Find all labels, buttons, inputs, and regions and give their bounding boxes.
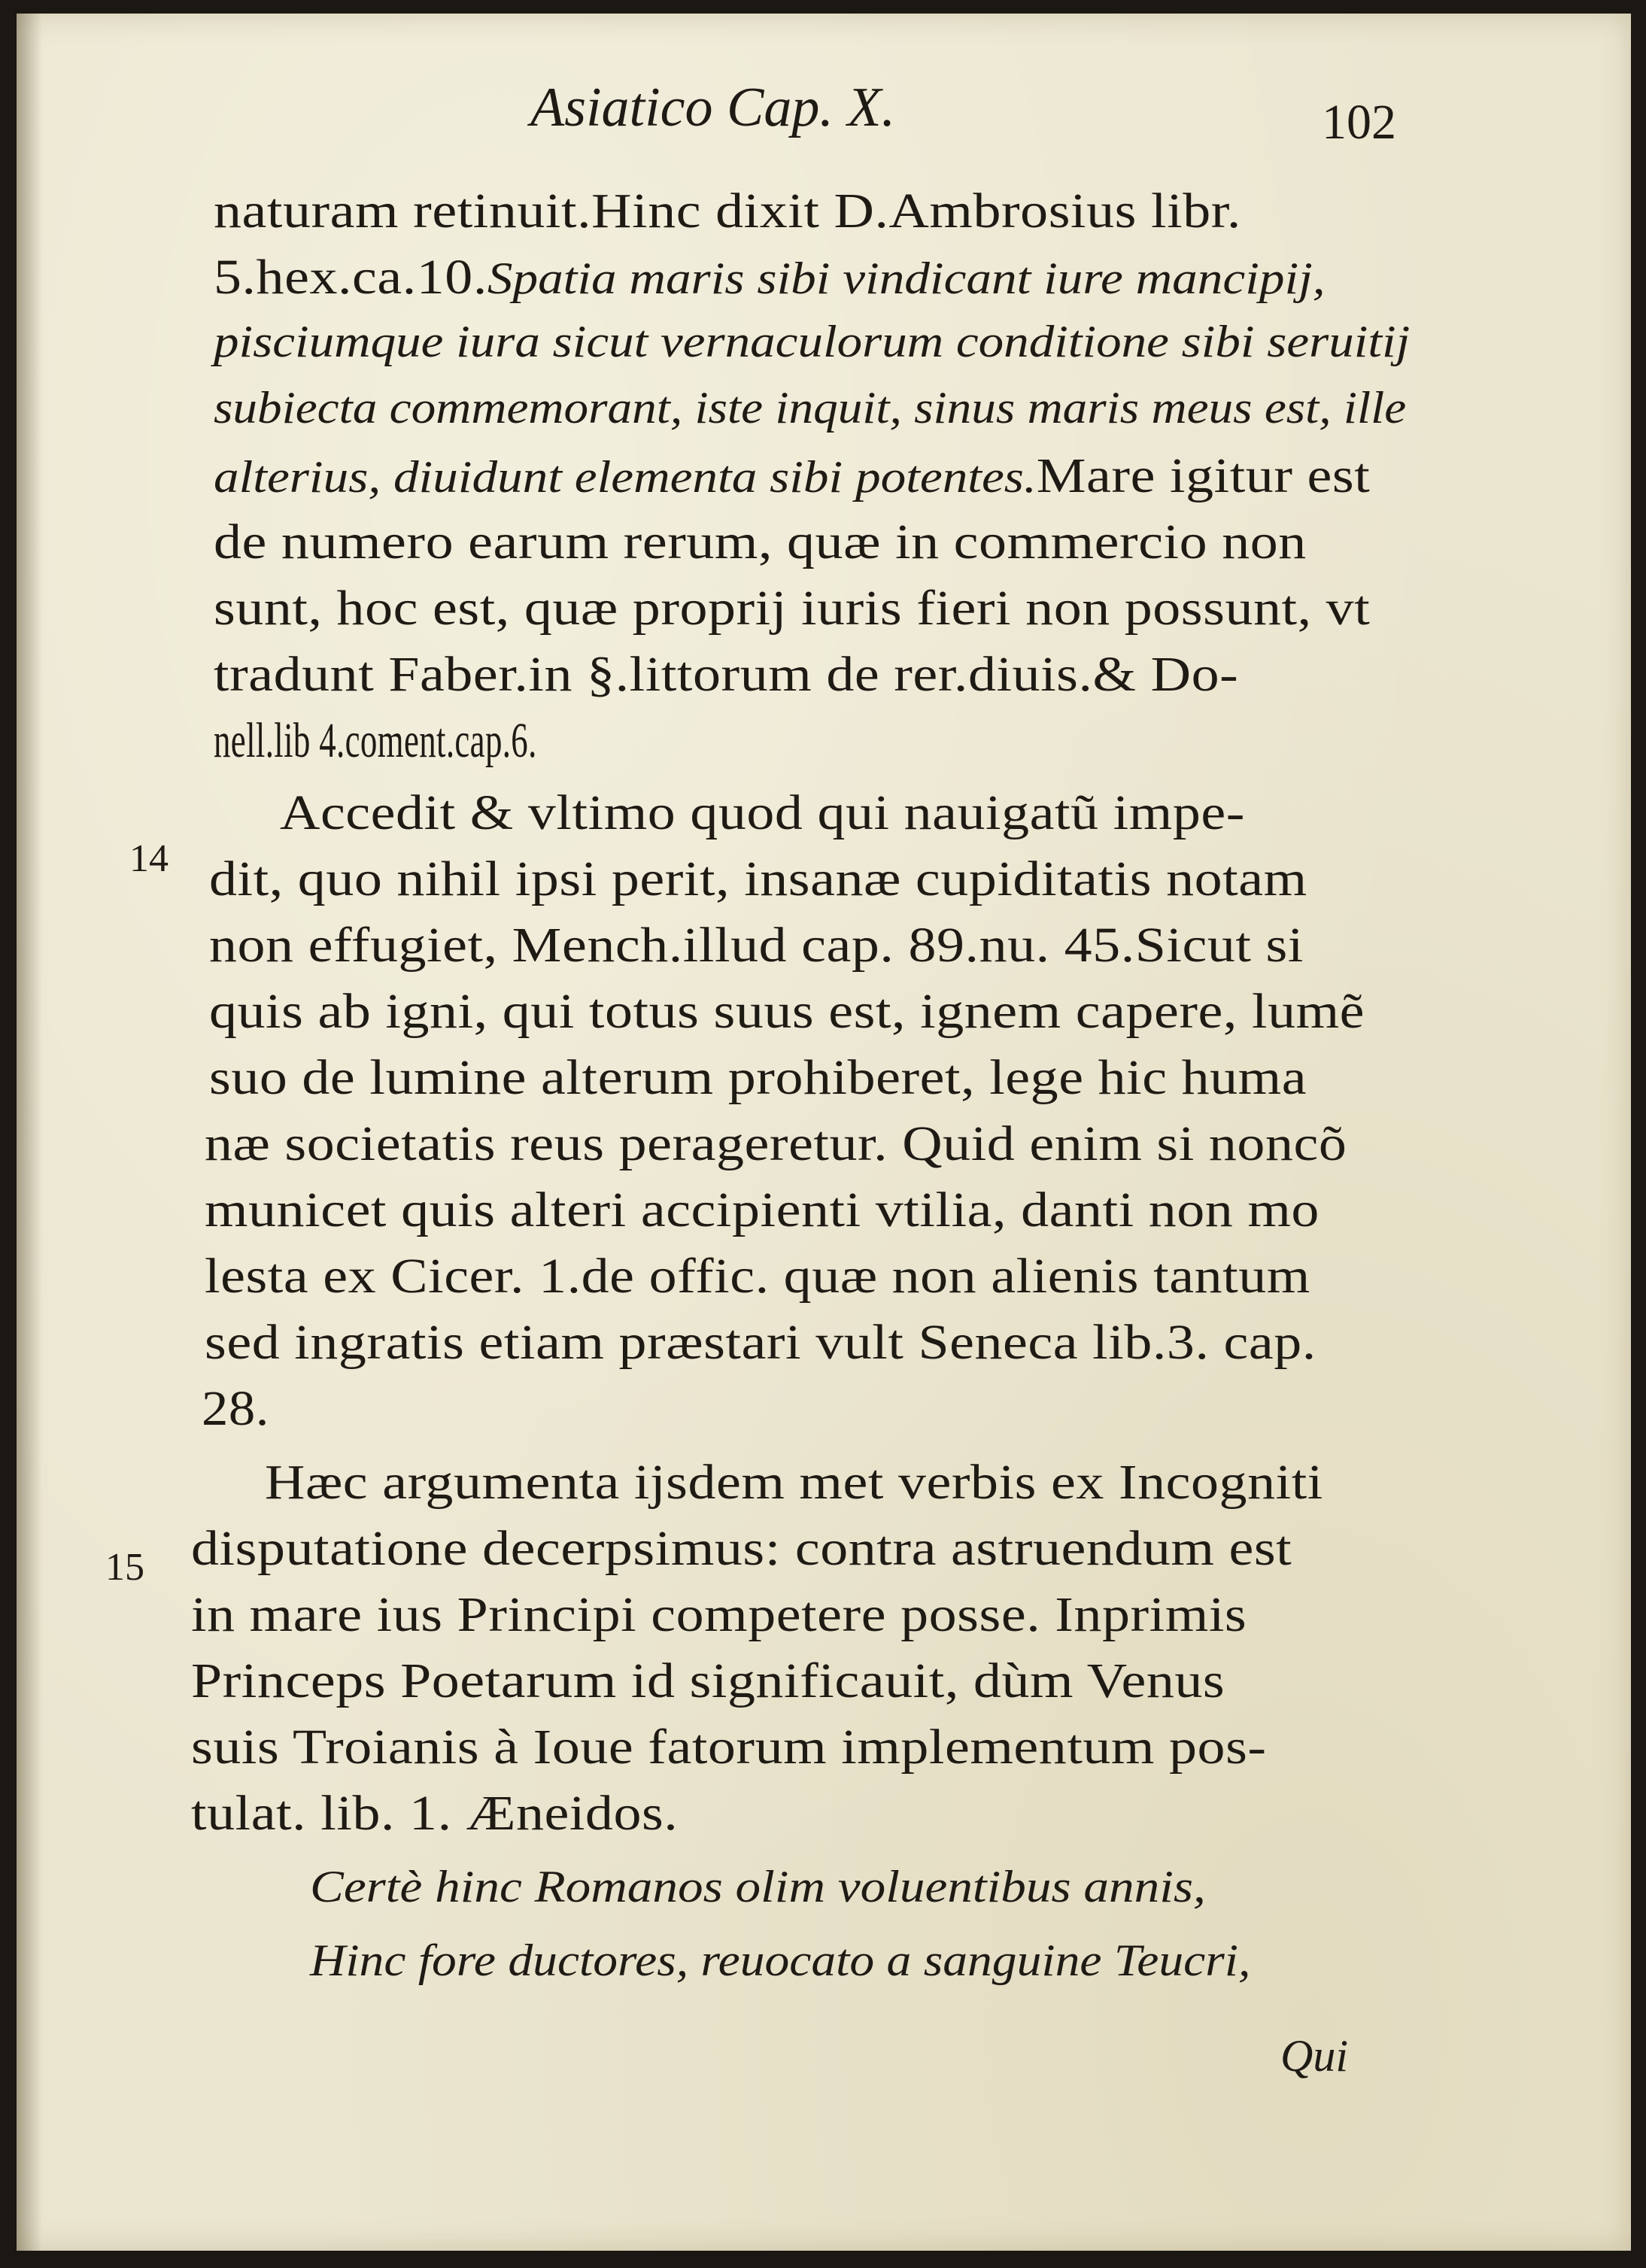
roman-text: Accedit & vltimo quod qui nauigatũ impe- (280, 785, 1245, 840)
margin-number-15: 15 (105, 1546, 144, 1589)
roman-text: naturam retinuit.Hinc dixit D.Ambrosius libr. (214, 184, 1241, 238)
text-line (209, 852, 1307, 906)
italic-text: Spatia maris sibi vindicant iure mancipij, (487, 254, 1326, 303)
text-line (209, 984, 1365, 1039)
roman-text: suis Troianis à Ioue fatorum implementum pos- (191, 1720, 1267, 1775)
text-line (191, 1587, 1247, 1642)
text-line (214, 319, 1410, 364)
text-line (214, 383, 1407, 433)
text-line (191, 1720, 1267, 1775)
roman-text: quis ab igni, qui totus suus est, ignem capere, lumẽ (209, 984, 1365, 1039)
italic-text: Certè hinc Romanos olim voluentibus annis, (310, 1862, 1206, 1911)
italic-text: alterius, diuidunt elementa sibi potentes. (214, 452, 1037, 502)
running-head: Asiatico Cap. X. (530, 77, 896, 138)
text-line (214, 250, 1326, 305)
roman-text: sed ingratis etiam præstari vult Seneca lib.3. cap. (205, 1315, 1316, 1370)
roman-text: 28. (202, 1381, 269, 1436)
text-line (214, 515, 1307, 569)
italic-text: subiecta commemorant, iste inquit, sinus maris meus est, ille (214, 383, 1407, 433)
roman-text: dit, quo nihil ipsi perit, insanæ cupiditatis notam (209, 852, 1307, 906)
italic-text: Hinc fore ductores, reuocato a sanguine Teucri, (310, 1936, 1251, 1985)
roman-text: nell.lib 4.coment.cap.6. (214, 713, 537, 768)
roman-text: Mare igitur est (1036, 448, 1371, 503)
roman-text: næ societatis reus perageretur. Quid enim si noncõ (205, 1116, 1347, 1171)
text-line (214, 647, 1239, 702)
roman-text: de numero earum rerum, quæ in commercio non (214, 515, 1307, 569)
text-line (205, 1183, 1320, 1237)
roman-text: lesta ex Cicer. 1.de offic. quæ non alienis tantum (205, 1249, 1310, 1304)
text-line (209, 918, 1304, 973)
italic-text: pisciumque iura sicut vernaculorum conditione sibi seruitij (214, 317, 1411, 366)
text-line (202, 1381, 269, 1436)
margin-number-14: 14 (129, 837, 169, 880)
roman-text: tulat. lib. 1. Æneidos. (191, 1786, 679, 1841)
roman-text: 5.hex.ca.10. (214, 250, 487, 305)
text-line (214, 448, 1371, 503)
text-line (280, 785, 1245, 840)
roman-text: tradunt Faber.in §.littorum de rer.diuis.& Do- (214, 647, 1239, 702)
text-line (191, 1653, 1225, 1708)
text-line (191, 1521, 1292, 1576)
page-number: 102 (1322, 95, 1396, 150)
text-line (265, 1455, 1323, 1510)
roman-text: non effugiet, Mench.illud cap. 89.nu. 45.Sicut si (209, 918, 1304, 973)
text-line (205, 1315, 1316, 1370)
roman-text: Princeps Poetarum id significauit, dùm Venus (191, 1653, 1225, 1708)
text-line (214, 581, 1371, 636)
roman-text: suo de lumine alterum prohiberet, lege hic huma (209, 1050, 1307, 1105)
text-line (209, 1050, 1307, 1105)
roman-text: Hæc argumenta ijsdem met verbis ex Incogniti (265, 1455, 1323, 1510)
text-line (205, 1249, 1310, 1304)
book-page (17, 14, 1631, 2251)
roman-text: municet quis alteri accipienti vtilia, danti non mo (205, 1183, 1320, 1237)
text-line (310, 1864, 1206, 1909)
roman-text: sunt, hoc est, quæ proprij iuris fieri non possunt, vt (214, 581, 1371, 636)
text-line (191, 1786, 679, 1841)
text-line (310, 1938, 1250, 1983)
catchword: Qui (1280, 2031, 1348, 2081)
text-line (205, 1116, 1347, 1171)
page-gutter-shadow (17, 14, 42, 2251)
roman-text: disputatione decerpsimus: contra astruendum est (191, 1521, 1292, 1576)
text-line (214, 184, 1241, 238)
roman-text: in mare ius Principi competere posse. Inprimis (191, 1587, 1247, 1642)
text-line (214, 713, 537, 768)
